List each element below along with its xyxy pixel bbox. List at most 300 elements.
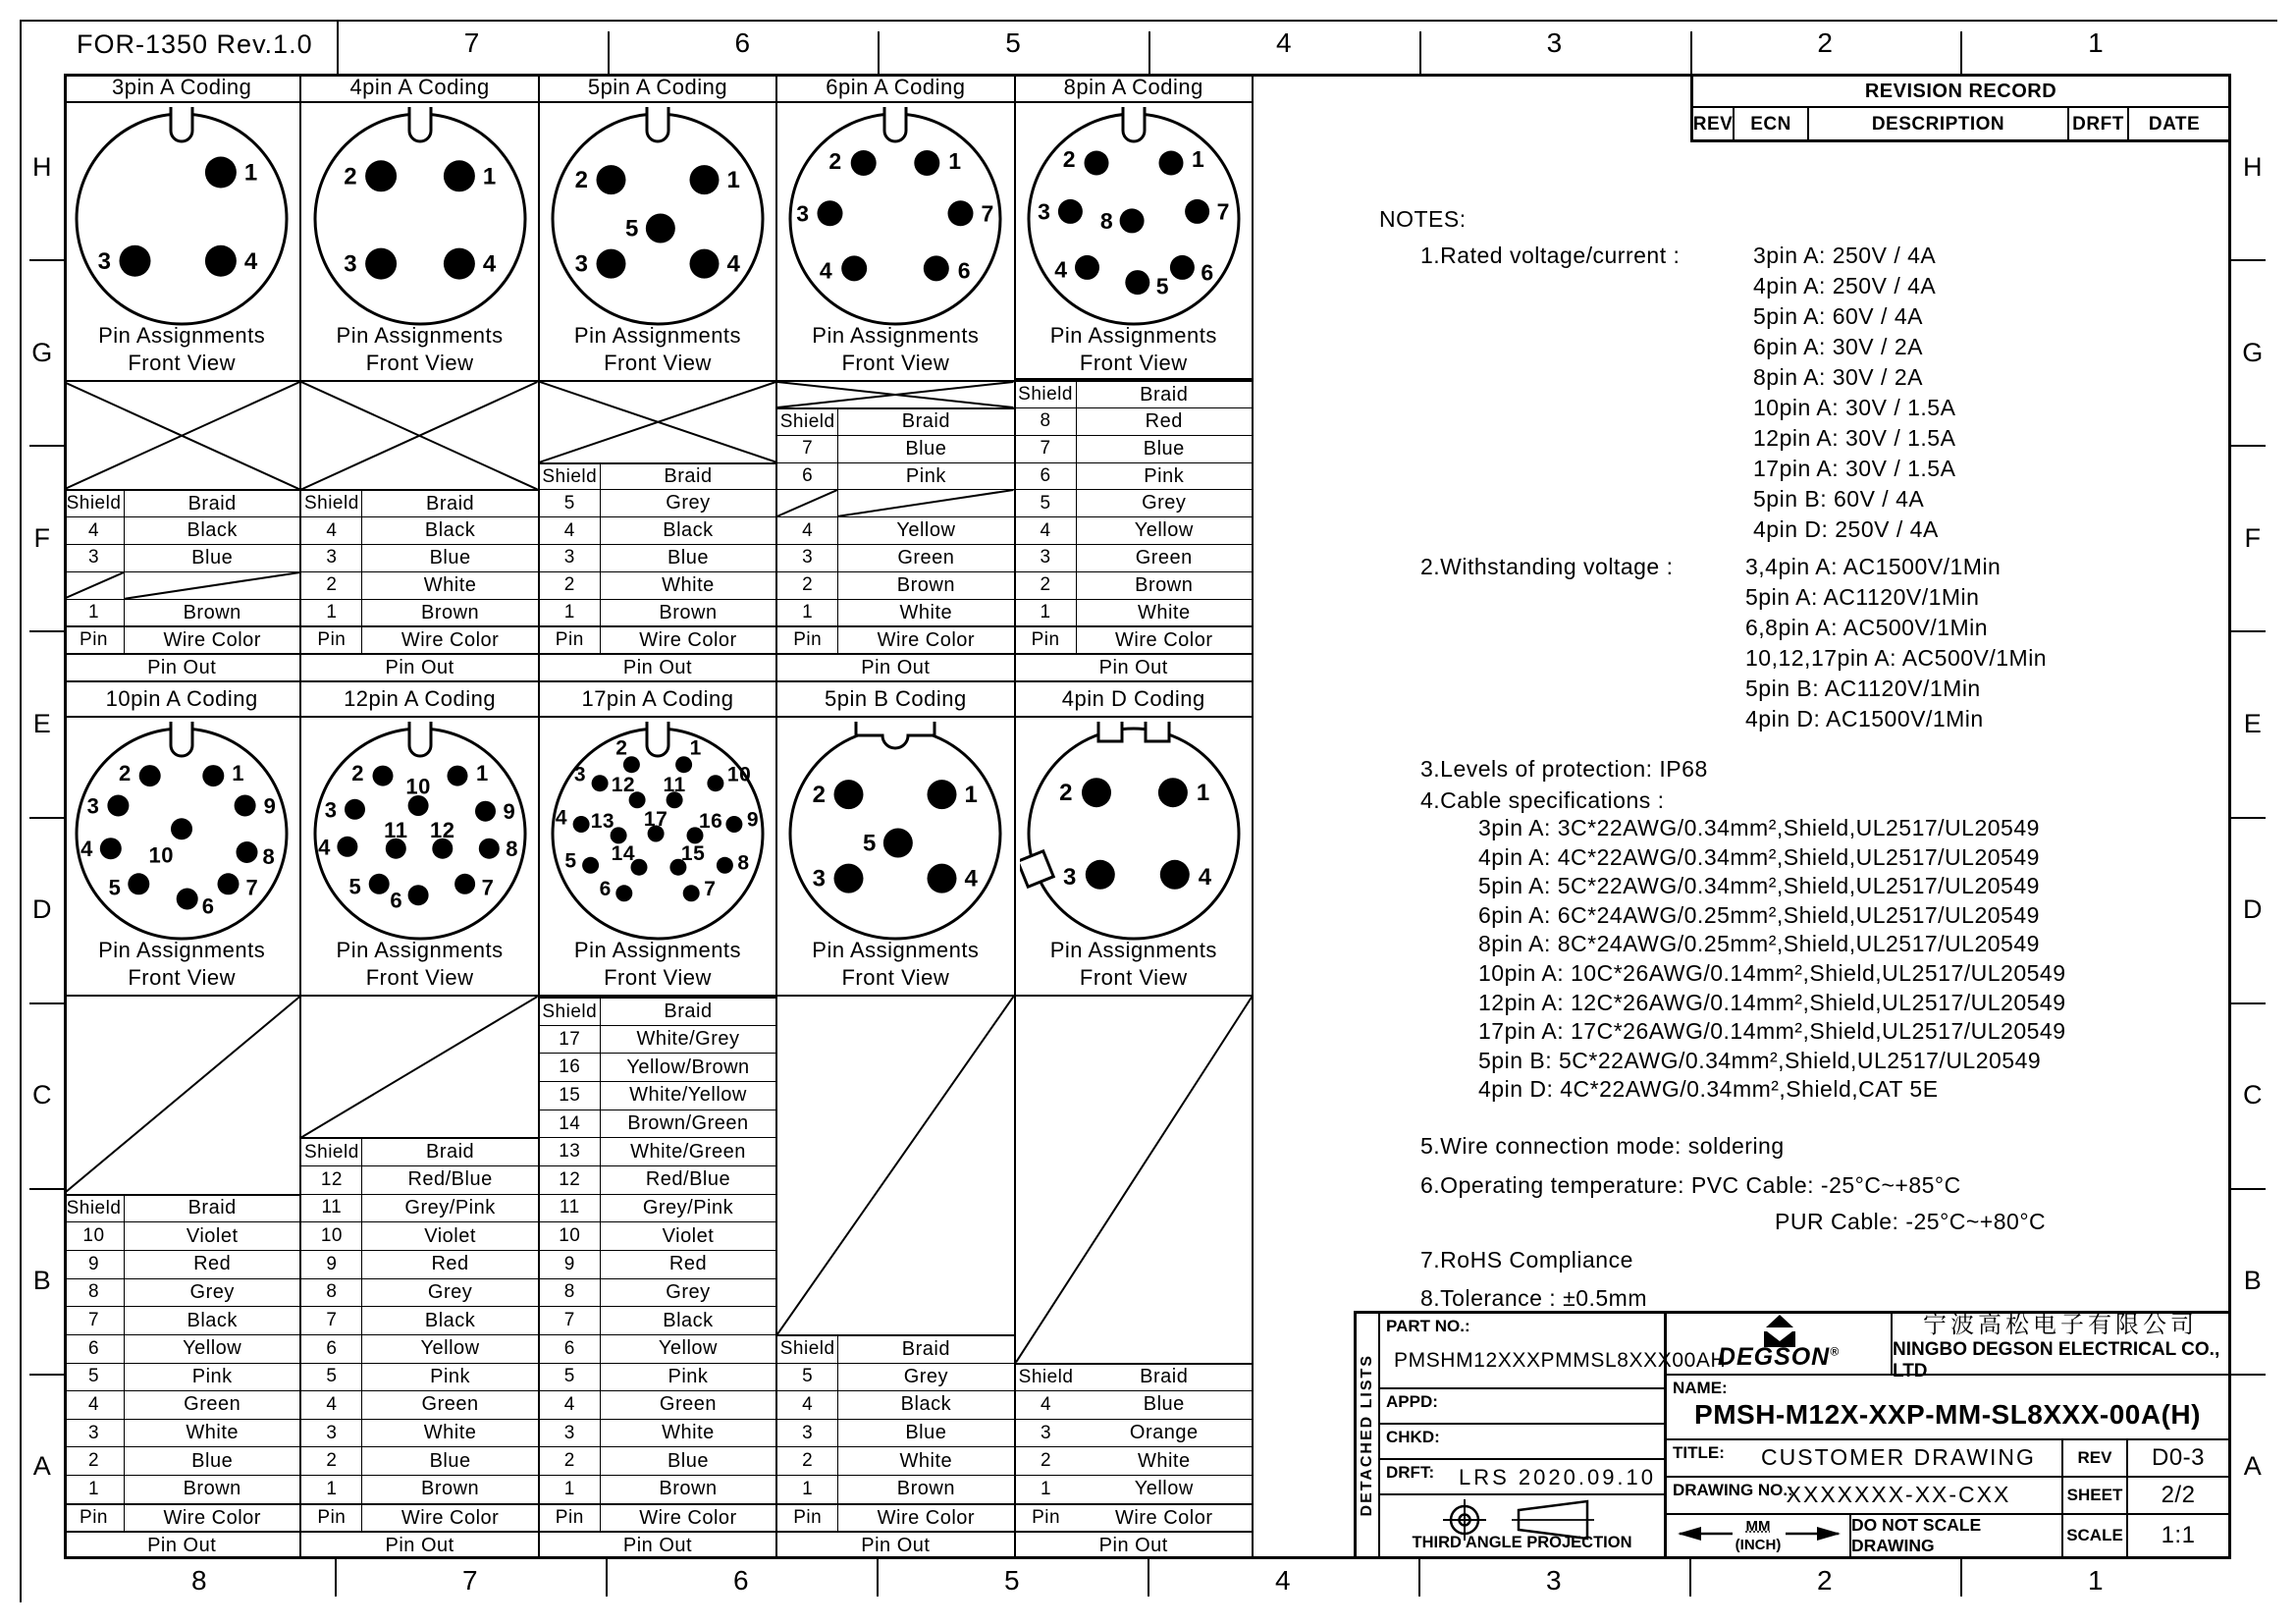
revision-record-title: REVISION RECORD — [1693, 77, 2228, 108]
outer-border-top — [20, 20, 2277, 22]
pin-row — [1016, 1419, 1252, 1447]
wire-color-cell: Yellow — [1134, 519, 1194, 542]
note-3: 3.Levels of protection: IP68 — [1420, 756, 1708, 782]
pin-row — [777, 462, 1013, 490]
note-7: 7.RoHS Compliance — [1420, 1247, 1633, 1272]
pin-number-cell: 4 — [301, 517, 362, 544]
note-1-value-line: 6pin A: 30V / 2A — [1753, 334, 1923, 359]
note-1-value-line: 10pin A: 30V / 1.5A — [1753, 395, 1956, 420]
zone-tick-right — [2231, 1188, 2266, 1190]
note-2-value-line: 10,12,17pin A: AC500V/1Min — [1745, 645, 2048, 671]
note-4-value-line: 5pin A: 5C*22AWG/0.34mm²,Shield,UL2517/UL20549 — [1478, 873, 2040, 899]
svg-text:1: 1 — [948, 148, 962, 174]
wire-color-cell: Brown — [896, 1478, 955, 1500]
zone-tick-right — [2231, 1002, 2266, 1004]
zone-letter-left: E — [32, 708, 52, 738]
connector-cell-10pin-a-coding — [64, 682, 301, 1559]
pin-table-footer — [64, 653, 299, 680]
table-filler — [1016, 997, 1252, 1363]
empty-pin-cell — [777, 490, 838, 516]
pin-number-cell: Shield — [1016, 382, 1077, 407]
svg-text:4: 4 — [1198, 863, 1212, 891]
svg-text:1: 1 — [1191, 145, 1205, 172]
svg-text:8: 8 — [1099, 207, 1113, 234]
pin-number-cell: 4 — [1016, 517, 1077, 544]
pin-out-table — [1016, 380, 1252, 680]
wire-color-cell: Green — [1135, 546, 1193, 568]
pin-number-cell: 2 — [64, 1447, 125, 1475]
wire-color-cell: Pink — [905, 464, 946, 487]
pin-number-cell: 2 — [777, 572, 838, 599]
diagram-caption: Front View — [604, 965, 712, 990]
connector-cell-12pin-a-coding — [301, 682, 539, 1559]
pin-number-cell: Shield — [301, 491, 362, 516]
connector-title: 8pin A Coding — [1016, 74, 1252, 103]
wire-color-cell: Grey — [427, 1280, 473, 1303]
projection-label: THIRD ANGLE PROJECTION — [1412, 1534, 1632, 1551]
pin-number-cell: 2 — [1016, 572, 1077, 599]
diagram-caption: Pin Assignments — [98, 323, 266, 348]
pin-number-cell: 4 — [301, 1391, 362, 1419]
table-filler — [64, 997, 299, 1194]
wire-color-cell: Black — [900, 1393, 952, 1416]
pin-number-cell: 7 — [1016, 436, 1077, 462]
pin-number-cell: 3 — [540, 545, 601, 571]
empty-color-cell — [125, 572, 299, 599]
pin-row — [301, 1419, 537, 1447]
connector-cell-5pin-a-coding — [540, 74, 777, 680]
connector-grid-row-2 — [64, 682, 1254, 1559]
brand-company-row — [1667, 1312, 2228, 1381]
wire-color-cell: Grey — [189, 1280, 235, 1303]
revision-column-header: DESCRIPTION — [1809, 108, 2069, 140]
zone-number-bottom: 4 — [1274, 1565, 1292, 1596]
svg-text:3: 3 — [324, 797, 338, 823]
zone-tick-right — [2231, 445, 2266, 447]
connector-title: 10pin A Coding — [64, 682, 299, 718]
detached-lists-strip — [1357, 1314, 1380, 1556]
pin-row — [301, 1250, 537, 1278]
detached-lists-label: DETACHED LISTS — [1359, 1353, 1375, 1517]
svg-text:2: 2 — [574, 167, 589, 194]
note-4-value-line: 4pin D: 4C*22AWG/0.34mm²,Shield,CAT 5E — [1478, 1076, 1939, 1103]
revision-record-table — [1690, 74, 2231, 142]
svg-text:1: 1 — [726, 167, 741, 194]
pin-row — [301, 544, 537, 571]
svg-text:12: 12 — [429, 818, 455, 843]
pin-number-cell: 11 — [301, 1195, 362, 1222]
pin-row — [1016, 1390, 1252, 1419]
connector-diagram — [64, 103, 299, 382]
pin-table-header — [301, 1503, 537, 1532]
zone-letter-left: H — [32, 151, 52, 182]
name-label: NAME: — [1673, 1379, 1728, 1397]
svg-text:4: 4 — [726, 250, 741, 278]
wire-color-cell: Pink — [667, 1365, 709, 1387]
pin-number-cell: 2 — [540, 1447, 601, 1475]
units-mm: MM — [1745, 1518, 1771, 1535]
svg-text:3: 3 — [574, 250, 589, 278]
pin-row — [301, 1278, 537, 1307]
diagram-caption: Pin Assignments — [812, 938, 980, 962]
pin-table-header — [1016, 625, 1252, 653]
pin-out-label: Pin Out — [385, 1535, 454, 1557]
pin-number-cell: 3 — [777, 1420, 838, 1447]
wire-color-cell: Black — [424, 1309, 476, 1331]
wire-color-header-cell: Wire Color — [877, 1506, 976, 1529]
wire-color-cell: Blue — [191, 1449, 234, 1472]
pin-row — [301, 1306, 537, 1334]
pin-row — [301, 516, 537, 544]
wire-color-cell: Red — [193, 1253, 232, 1275]
pin-table-header — [540, 1503, 775, 1532]
diagram-caption: Front View — [128, 965, 237, 990]
pin-number-cell: 7 — [64, 1307, 125, 1334]
pin-number-cell: Shield — [540, 999, 601, 1025]
pin-row — [301, 1165, 537, 1194]
zone-tick-left — [29, 1002, 64, 1004]
zone-tick-right — [2231, 259, 2266, 261]
zone-tick-left — [29, 1188, 64, 1190]
svg-text:1: 1 — [1196, 780, 1210, 807]
pin-out-label: Pin Out — [622, 656, 693, 678]
pin-header-cell: Pin — [64, 627, 125, 653]
zone-tick-top — [1960, 31, 1962, 74]
note-1-value-line: 8pin A: 30V / 2A — [1753, 364, 1923, 390]
connector-title: 17pin A Coding — [540, 682, 775, 718]
note-1-values — [1753, 241, 1955, 545]
connector-diagram — [777, 718, 1013, 997]
zone-number-bottom: 7 — [461, 1565, 479, 1596]
table-filler — [777, 382, 1013, 407]
connector-front-view-diagram — [68, 105, 295, 333]
wire-color-cell: Brown — [659, 1478, 718, 1500]
diagram-caption: Front View — [841, 351, 950, 375]
pin-table-footer — [301, 1531, 537, 1559]
pin-table-footer — [1016, 1531, 1252, 1559]
zone-tick-top — [1419, 31, 1421, 74]
pin-number-cell: 7 — [777, 436, 838, 462]
wire-color-cell: Yellow — [183, 1337, 242, 1360]
wire-color-cell: Pink — [430, 1365, 471, 1387]
pin-row — [1016, 599, 1252, 626]
wire-color-cell: Brown — [659, 601, 718, 623]
diagram-caption: Pin Assignments — [336, 938, 504, 962]
svg-text:16: 16 — [698, 809, 723, 833]
wire-color-cell: Braid — [425, 1141, 475, 1164]
pin-row — [540, 1194, 775, 1222]
pin-number-cell: 1 — [777, 600, 838, 626]
pin-table-footer — [540, 653, 775, 680]
note-2-value-line: 3,4pin A: AC1500V/1Min — [1745, 554, 2002, 579]
wire-color-cell: Braid — [187, 1197, 237, 1219]
connector-cell-6pin-a-coding — [777, 74, 1015, 680]
connector-title: 5pin B Coding — [777, 682, 1013, 718]
svg-text:2: 2 — [343, 163, 357, 190]
pin-out-label: Pin Out — [861, 656, 931, 678]
pin-row — [540, 599, 775, 626]
pin-number-cell: 6 — [301, 1335, 362, 1363]
note-8: 8.Tolerance : ±0.5mm — [1420, 1285, 1647, 1311]
pin-row — [540, 544, 775, 571]
pin-row — [1016, 571, 1252, 599]
note-1-value-line: 4pin A: 250V / 4A — [1753, 273, 1937, 298]
note-4-value-line: 10pin A: 10C*26AWG/0.14mm²,Shield,UL2517/UL20549 — [1478, 959, 2066, 986]
note-2-values — [1745, 552, 2047, 734]
form-number-label: FOR-1350 Rev.1.0 — [77, 29, 313, 59]
brand-name: DEGSON® — [1717, 1343, 1841, 1371]
wire-color-cell: White — [899, 1449, 953, 1472]
pin-row — [64, 516, 299, 544]
pin-number-cell: Shield — [301, 1139, 362, 1165]
svg-text:14: 14 — [611, 842, 635, 866]
pin-number-cell: 4 — [64, 517, 125, 544]
connector-front-view-diagram — [544, 720, 772, 947]
wire-color-cell: Violet — [186, 1224, 239, 1247]
connector-title: 4pin D Coding — [1016, 682, 1252, 718]
name-value: PMSH-M12X-XXP-MM-SL8XXX-00A(H) — [1694, 1398, 2201, 1430]
wire-color-cell: Grey — [903, 1365, 949, 1387]
diagram-caption: Pin Assignments — [1049, 938, 1217, 962]
svg-text:8: 8 — [737, 851, 750, 875]
wire-color-cell: Pink — [191, 1365, 233, 1387]
pin-out-table — [301, 382, 537, 680]
note-4-value-line: 3pin A: 3C*22AWG/0.34mm²,Shield,UL2517/UL20549 — [1478, 815, 2040, 840]
pin-number-cell: 9 — [301, 1251, 362, 1278]
diagram-caption: Pin Assignments — [573, 938, 742, 962]
note-1-label: 1.Rated voltage/current : — [1420, 243, 1681, 268]
pin-number-cell: 16 — [540, 1054, 601, 1081]
svg-text:8: 8 — [262, 844, 276, 869]
wire-color-header-cell: Wire Color — [163, 1506, 261, 1529]
zone-letter-right: G — [2242, 337, 2264, 367]
pin-row — [777, 435, 1013, 462]
pin-out-table — [64, 997, 299, 1559]
svg-text:3: 3 — [1062, 863, 1077, 891]
empty-pin-cell — [64, 572, 125, 599]
svg-text:15: 15 — [680, 842, 706, 866]
pin-header-cell: Pin — [301, 1505, 362, 1532]
svg-text:10: 10 — [726, 763, 752, 786]
pin-row — [301, 1137, 537, 1165]
diagram-caption: Pin Assignments — [1049, 322, 1217, 348]
connector-front-view-diagram — [1020, 105, 1248, 333]
pin-number-cell: 17 — [540, 1026, 601, 1054]
zone-tick-right — [2231, 1374, 2266, 1376]
zone-letter-right: F — [2244, 522, 2262, 553]
svg-text:5: 5 — [863, 830, 878, 857]
svg-text:1: 1 — [689, 736, 702, 760]
pin-table-header — [64, 1503, 299, 1532]
wire-color-cell: Black — [663, 1309, 714, 1331]
zone-tick-top — [1690, 31, 1692, 74]
pin-number-cell: 3 — [301, 545, 362, 571]
pin-number-cell: 1 — [301, 1476, 362, 1503]
pin-number-cell: 1 — [777, 1476, 838, 1503]
pin-row — [64, 1446, 299, 1475]
zone-number-bottom: 2 — [1816, 1565, 1834, 1596]
svg-text:3: 3 — [343, 250, 357, 278]
connector-title: 5pin A Coding — [540, 74, 775, 103]
pin-number-cell: 10 — [540, 1222, 601, 1250]
note-1-value-line: 3pin A: 250V / 4A — [1753, 243, 1937, 268]
pin-table-header — [777, 1503, 1013, 1532]
pin-row — [540, 1137, 775, 1165]
note-4-value-line: 5pin B: 5C*22AWG/0.34mm²,Shield,UL2517/UL20549 — [1478, 1047, 2042, 1073]
wire-color-cell: Yellow — [1134, 1478, 1194, 1500]
note-4-label: 4.Cable specifications : — [1420, 787, 1665, 813]
zone-letter-right: A — [2243, 1451, 2263, 1482]
pin-row — [540, 1278, 775, 1307]
pin-number-cell: Shield — [64, 1196, 125, 1222]
svg-text:2: 2 — [813, 782, 827, 809]
pin-row — [301, 1390, 537, 1419]
zone-number-bottom: 8 — [190, 1565, 208, 1596]
pin-table-footer — [301, 653, 537, 680]
wire-color-cell: White/Yellow — [629, 1084, 747, 1107]
zone-tick-bottom — [606, 1559, 608, 1597]
connector-title: 6pin A Coding — [777, 74, 1013, 103]
pin-row — [777, 1334, 1013, 1363]
note-4-value-line: 17pin A: 17C*26AWG/0.14mm²,Shield,UL2517/UL20549 — [1478, 1018, 2066, 1045]
form-label-divider — [337, 20, 339, 74]
wire-color-cell: Braid — [664, 465, 713, 488]
pin-number-cell: 8 — [1016, 408, 1077, 435]
svg-text:2: 2 — [350, 761, 364, 786]
title-block — [1354, 1311, 2231, 1559]
pin-number-cell: 1 — [540, 1476, 601, 1503]
svg-text:2: 2 — [828, 148, 843, 174]
scale-label: SCALE — [2063, 1515, 2128, 1556]
wire-color-cell: Braid — [664, 1001, 713, 1022]
wire-color-cell: Blue — [905, 437, 947, 460]
wire-color-header-cell: Wire Color — [1115, 628, 1213, 651]
pin-row — [540, 462, 775, 490]
svg-text:10: 10 — [404, 774, 431, 799]
svg-text:2: 2 — [615, 736, 628, 760]
title-row — [1667, 1440, 2228, 1478]
wire-color-cell: Braid — [425, 492, 475, 514]
pin-number-cell: 2 — [301, 572, 362, 599]
svg-text:4: 4 — [317, 835, 331, 860]
pin-number-cell: Shield — [540, 464, 601, 490]
pin-row — [777, 1419, 1013, 1447]
svg-text:7: 7 — [704, 877, 717, 900]
zone-tick-bottom — [1418, 1559, 1420, 1597]
zone-number-top: 6 — [734, 27, 751, 58]
drft-label: DRFT: — [1386, 1463, 1435, 1482]
pin-row — [301, 1221, 537, 1250]
svg-text:1: 1 — [244, 159, 258, 187]
sheet-value: 2/2 — [2161, 1481, 2196, 1508]
pin-row — [64, 544, 299, 571]
pin-number-cell: 13 — [540, 1138, 601, 1165]
wire-color-cell: Red — [668, 1253, 708, 1275]
pin-row — [540, 1306, 775, 1334]
pin-header-cell: Pin — [777, 627, 838, 653]
pin-number-cell: 3 — [64, 545, 125, 571]
note-6: 6.Operating temperature: PVC Cable: -25°C~+85°C — [1420, 1172, 1961, 1198]
svg-text:3: 3 — [86, 793, 100, 819]
pin-table-footer — [777, 1531, 1013, 1559]
connector-diagram — [777, 103, 1013, 382]
wire-color-cell: Brown — [183, 601, 241, 623]
pin-out-label: Pin Out — [385, 656, 454, 678]
pin-row — [540, 1363, 775, 1391]
zone-tick-bottom — [1960, 1559, 1962, 1597]
pin-out-table — [777, 997, 1013, 1559]
zone-number-bottom: 3 — [1545, 1565, 1563, 1596]
pin-row — [64, 489, 299, 516]
note-1-value-line: 12pin A: 30V / 1.5A — [1753, 425, 1956, 451]
note-2-value-line: 4pin D: AC1500V/1Min — [1745, 706, 1984, 731]
svg-text:5: 5 — [1155, 273, 1169, 299]
connector-diagram — [1016, 103, 1252, 380]
zone-tick-left — [29, 445, 64, 447]
name-row — [1667, 1376, 2228, 1440]
pin-number-cell: 7 — [540, 1307, 601, 1334]
connector-cell-8pin-a-coding — [1016, 74, 1254, 680]
zone-letter-left: G — [31, 337, 53, 367]
pin-number-cell: 6 — [1016, 463, 1077, 490]
zone-tick-left — [29, 817, 64, 819]
pin-row — [64, 571, 299, 599]
pin-row — [540, 571, 775, 599]
zone-number-top: 1 — [2088, 27, 2105, 58]
wire-color-cell: Black — [187, 1309, 238, 1331]
connector-diagram — [1016, 718, 1252, 997]
units-cell — [1667, 1515, 1851, 1556]
pin-header-cell: Pin — [777, 1505, 838, 1532]
diagram-caption: Pin Assignments — [812, 323, 980, 348]
pin-number-cell: Shield — [64, 491, 125, 516]
wire-color-cell: Grey — [666, 1280, 711, 1303]
svg-text:11: 11 — [383, 818, 408, 843]
wire-color-cell: Yellow/Brown — [626, 1056, 750, 1078]
pin-number-cell: 4 — [540, 517, 601, 544]
diagram-caption: Front View — [1079, 965, 1188, 990]
wire-color-cell: Brown — [896, 573, 955, 596]
pin-number-cell: 6 — [777, 463, 838, 490]
wire-color-cell: Blue — [667, 546, 709, 568]
wire-color-cell: Blue — [1143, 437, 1185, 460]
pin-out-label: Pin Out — [1098, 656, 1168, 678]
zone-number-bottom: 6 — [732, 1565, 750, 1596]
pin-number-cell: 4 — [777, 1391, 838, 1419]
pin-row — [777, 516, 1013, 544]
revision-column-header: DRFT — [2069, 108, 2129, 140]
wire-color-cell: White — [423, 573, 477, 596]
appd-cell — [1380, 1389, 1664, 1425]
pin-header-cell: Pin — [1032, 1507, 1061, 1529]
part-no-label: PART NO.: — [1386, 1317, 1470, 1335]
svg-text:1: 1 — [475, 761, 489, 786]
svg-text:6: 6 — [599, 877, 612, 900]
pin-number-cell: 9 — [540, 1251, 601, 1278]
svg-text:9: 9 — [503, 799, 515, 825]
wire-color-cell: Black — [424, 519, 476, 542]
connector-front-view-diagram — [544, 105, 772, 333]
pin-out-label: Pin Out — [622, 1535, 693, 1557]
wire-color-cell: Brown — [183, 1478, 241, 1500]
wire-color-cell: Blue — [905, 1422, 947, 1444]
pin-out-label: Pin Out — [1098, 1535, 1168, 1557]
pin-out-table — [540, 997, 775, 1559]
svg-text:13: 13 — [590, 809, 615, 833]
zone-number-top: 2 — [1817, 27, 1834, 58]
connector-diagram — [540, 103, 775, 382]
svg-text:5: 5 — [564, 849, 577, 873]
